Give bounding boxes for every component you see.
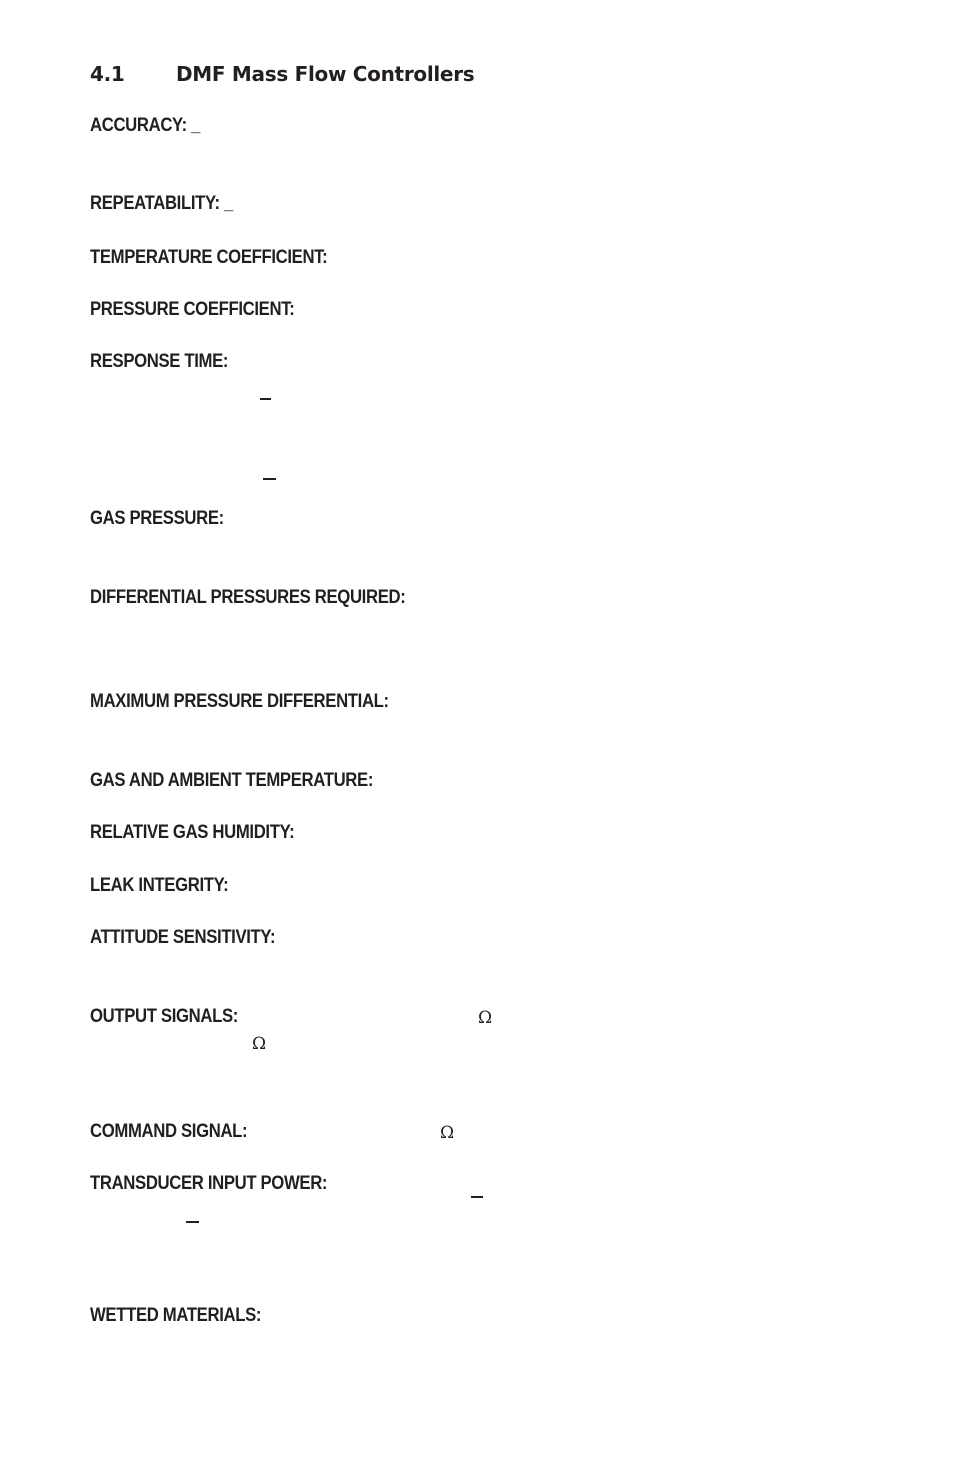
repeatability-label: REPEATABILITY: _ (90, 193, 233, 214)
section-heading (90, 62, 474, 86)
transducer-input-power-label: TRANSDUCER INPUT POWER: (90, 1173, 328, 1194)
response-time-dash-2 (263, 478, 276, 480)
transducer-power-dash-1 (471, 1196, 483, 1198)
section-title: DMF Mass Flow Controllers (176, 62, 475, 86)
accuracy-label: ACCURACY: _ (90, 115, 201, 136)
ohm-symbol-output-1: Ω (478, 1008, 493, 1028)
gas-pressure-label: GAS PRESSURE: (90, 508, 224, 529)
response-time-label: RESPONSE TIME: (90, 351, 229, 372)
relative-gas-humidity-label: RELATIVE GAS HUMIDITY: (90, 822, 295, 843)
gas-and-ambient-temperature-label: GAS AND AMBIENT TEMPERATURE: (90, 770, 374, 791)
pressure-coefficient-label: PRESSURE COEFFICIENT: (90, 299, 295, 320)
differential-pressures-required-label: DIFFERENTIAL PRESSURES REQUIRED: (90, 587, 406, 608)
attitude-sensitivity-label: ATTITUDE SENSITIVITY: (90, 927, 276, 948)
output-signals-label: OUTPUT SIGNALS: (90, 1006, 238, 1027)
ohm-symbol-command: Ω (440, 1123, 455, 1143)
leak-integrity-label: LEAK INTEGRITY: (90, 875, 229, 896)
ohm-symbol-output-2: Ω (252, 1034, 267, 1054)
wetted-materials-label: WETTED MATERIALS: (90, 1305, 262, 1326)
response-time-dash-1 (260, 398, 271, 400)
section-number: 4.1 (90, 62, 125, 86)
command-signal-label: COMMAND SIGNAL: (90, 1121, 248, 1142)
maximum-pressure-differential-label: MAXIMUM PRESSURE DIFFERENTIAL: (90, 691, 389, 712)
temperature-coefficient-label: TEMPERATURE COEFFICIENT: (90, 247, 328, 268)
transducer-power-dash-2 (186, 1221, 199, 1223)
